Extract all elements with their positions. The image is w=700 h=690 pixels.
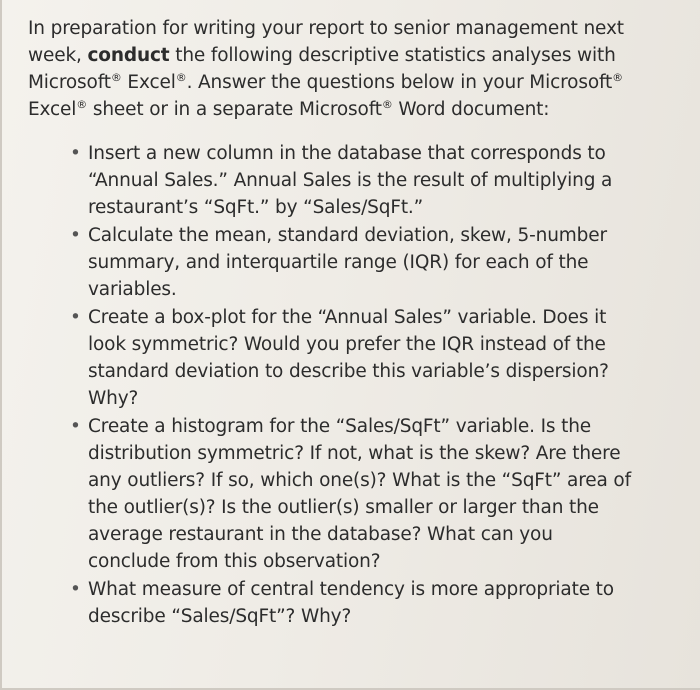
task-item [72,413,632,575]
bullet-dot-icon: • [70,307,81,328]
registered-mark: ® [612,71,623,84]
registered-mark: ® [175,71,187,84]
bullet-dot-icon: • [70,416,81,437]
bullet-dot-icon: • [70,143,81,164]
task-item [72,304,632,412]
task-item [72,576,632,630]
registered-mark: ® [110,71,122,84]
task-text: Create a histogram for the “Sales/SqFt” variable. Is the distribution symmetric? If not, what is the skew? Are there any outliers? If so, which one(s)? What is the “SqFt” area of the outlier(s)? Is the outlier(s) smaller or larger than the average restaurant in the database? What can you conclude from this observation? [88,416,631,572]
intro-paragraph [28,15,678,123]
intro-text: sheet or in a separate Microsoft [87,99,382,120]
bullet-dot-icon: • [70,579,81,600]
intro-text: Excel [28,99,77,120]
task-item [72,140,632,221]
task-text: Insert a new column in the database that corresponds to “Annual Sales.” Annual Sales is the result of multiplying a restaurant’s “SqFt.” by “Sales/SqFt.” [88,143,613,218]
registered-mark: ® [381,98,393,111]
task-text: Calculate the mean, standard deviation, skew, 5-number summary, and interquartile range (IQR) for each of the variables. [88,225,607,300]
task-item [72,222,632,303]
task-text: Create a box-plot for the “Annual Sales” variable. Does it look symmetric? Would you prefer the IQR instead of the standard deviation to describe this variable’s dispersion? Why? [88,307,609,409]
intro-text: the following descriptive statistics analyses with Microsoft [28,45,616,93]
task-list [72,140,632,631]
intro-text: Word document: [392,99,550,120]
registered-mark: ® [76,98,88,111]
bullet-dot-icon: • [70,225,81,246]
task-text: What measure of central tendency is more appropriate to describe “Sales/SqFt”? Why? [88,579,614,627]
intro-bold-conduct: conduct [87,45,170,66]
intro-text: . Answer the questions below in your Microsoft [186,72,613,93]
intro-text: In preparation for writing your report to senior management next week, [28,18,624,66]
intro-text: Excel [121,72,176,93]
